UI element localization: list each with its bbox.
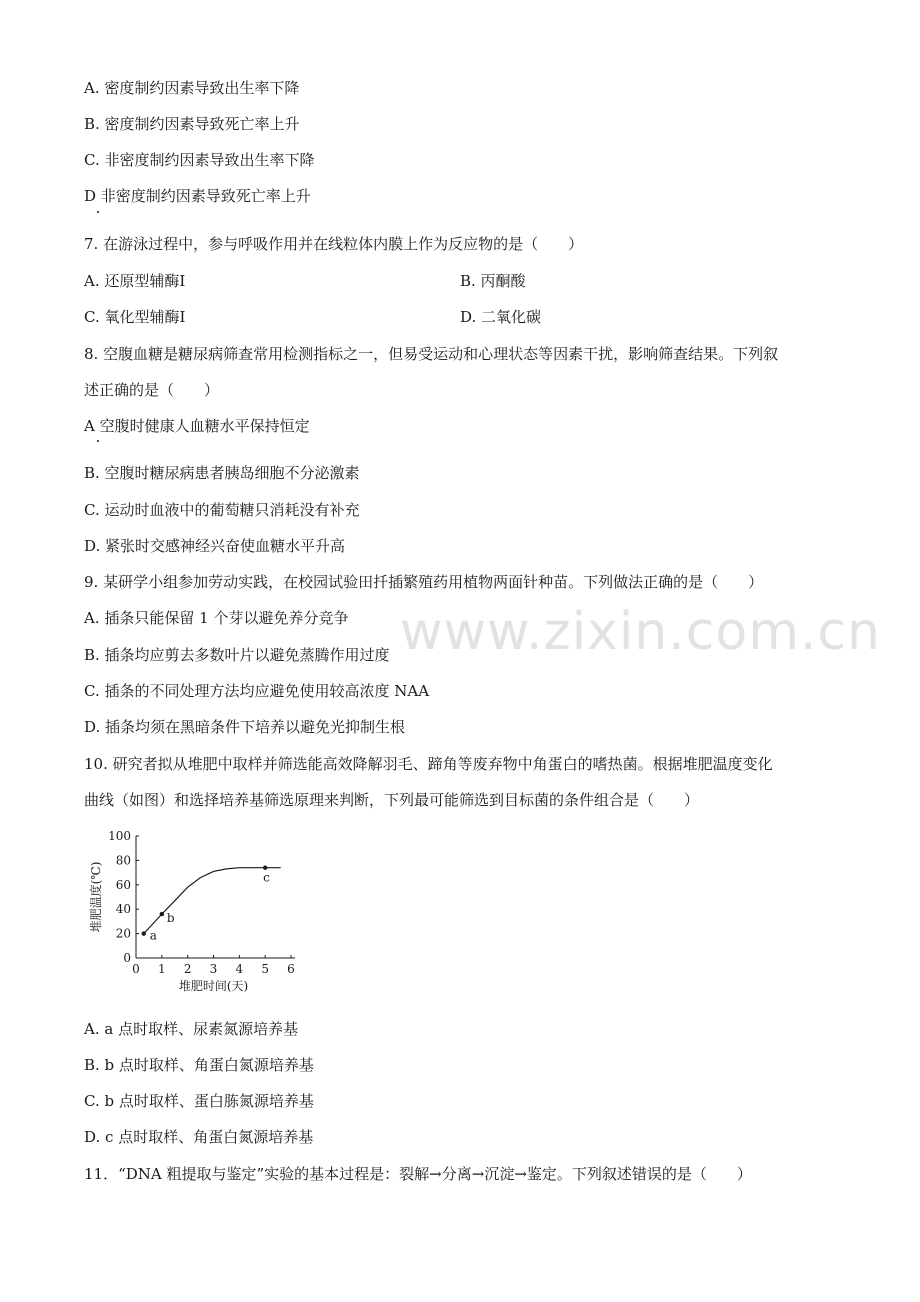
y-axis-ticks xyxy=(108,829,139,965)
x-tick-label: 6 xyxy=(287,962,295,976)
q7-option-c: C. 氧化型辅酶Ⅰ xyxy=(84,308,186,326)
point-c-label: c xyxy=(263,870,270,885)
temperature-curve xyxy=(144,868,281,934)
y-tick-label: 60 xyxy=(115,877,131,892)
q11-stem: 11．“DNA 粗提取与鉴定”实验的基本过程是：裂解→分离→沉淀→鉴定。下列叙述错误的是（ ） xyxy=(84,1165,752,1183)
point-b-label: b xyxy=(166,911,175,926)
x-tick-label: 4 xyxy=(235,962,244,976)
q10-stem-line2: 曲线（如图）和选择培养基筛选原理来判断，下列最可能筛选到目标菌的条件组合是（ ） xyxy=(84,791,700,809)
q10-option-c: C. b 点时取样、蛋白胨氮源培养基 xyxy=(84,1092,314,1110)
option-letter-dot xyxy=(97,211,99,213)
q8-option-d: D. 紧张时交感神经兴奋使血糖水平升高 xyxy=(84,537,346,555)
y-tick-label: 20 xyxy=(115,926,131,941)
q9-option-a: A. 插条只能保留 1 个芽以避免养分竞争 xyxy=(84,609,349,627)
chart-axes xyxy=(136,836,295,958)
q6-option-b: B. 密度制约因素导致死亡率上升 xyxy=(84,115,300,133)
q7-option-d: D. 二氧化碳 xyxy=(460,308,542,326)
y-tick-label: 40 xyxy=(115,902,131,917)
point-a-marker xyxy=(142,931,146,935)
y-axis-label: 堆肥温度(℃) xyxy=(89,861,103,933)
q9-option-c: C. 插条的不同处理方法均应避免使用较高浓度 NAA xyxy=(84,682,430,700)
point-b-marker xyxy=(160,912,164,916)
q10-option-d: D. c 点时取样、角蛋白氮源培养基 xyxy=(84,1128,314,1146)
x-tick-label: 5 xyxy=(261,962,269,976)
x-tick-label: 1 xyxy=(158,962,166,976)
y-tick-label: 80 xyxy=(115,853,131,868)
compost-temperature-chart xyxy=(86,826,316,996)
q8-option-c: C. 运动时血液中的葡萄糖只消耗没有补充 xyxy=(84,501,360,519)
q8-option-b: B. 空腹时糖尿病患者胰岛细胞不分泌激素 xyxy=(84,464,360,482)
x-tick-label: 3 xyxy=(209,962,218,976)
x-axis-label: 堆肥时间(天) xyxy=(178,979,249,993)
q9-option-b: B. 插条均应剪去多数叶片以避免蒸腾作用过度 xyxy=(84,646,390,664)
q7-stem: 7. 在游泳过程中，参与呼吸作用并在线粒体内膜上作为反应物的是（ ） xyxy=(84,235,584,253)
q8-stem-line1: 8. 空腹血糖是糖尿病筛查常用检测指标之一，但易受运动和心理状态等因素干扰，影响筛查结果。下列叙 xyxy=(84,345,779,363)
option-letter-dot xyxy=(97,440,99,442)
y-tick-label: 100 xyxy=(108,829,131,843)
q8-option-a: A 空腹时健康人血糖水平保持恒定 xyxy=(84,417,310,435)
q10-stem-line1: 10. 研究者拟从堆肥中取样并筛选能高效降解羽毛、蹄角等废弃物中角蛋白的嗜热菌。根据堆肥温度变化 xyxy=(84,755,773,773)
q9-option-d: D. 插条均须在黑暗条件下培养以避免光抑制生根 xyxy=(84,718,406,736)
x-tick-label: 2 xyxy=(183,962,192,976)
point-a-label: a xyxy=(149,928,157,943)
q8-stem-line2: 述正确的是（ ） xyxy=(84,381,220,399)
point-c-marker xyxy=(263,866,267,870)
q10-option-b: B. b 点时取样、角蛋白氮源培养基 xyxy=(84,1056,314,1074)
q6-option-d: D 非密度制约因素导致死亡率上升 xyxy=(84,187,311,205)
q6-option-a: A. 密度制约因素导致出生率下降 xyxy=(84,79,300,97)
q7-option-a: A. 还原型辅酶Ⅰ xyxy=(84,272,186,290)
q6-option-c: C. 非密度制约因素导致出生率下降 xyxy=(84,151,315,169)
watermark: www.zixin.com.cn xyxy=(400,602,881,662)
chart-points xyxy=(142,866,271,943)
q9-stem: 9. 某研学小组参加劳动实践，在校园试验田扦插繁殖药用植物两面针种苗。下列做法正确的是（ ） xyxy=(84,573,764,591)
q10-option-a: A. a 点时取样、尿素氮源培养基 xyxy=(84,1020,299,1038)
q7-option-b: B. 丙酮酸 xyxy=(460,272,526,290)
x-tick-label: 0 xyxy=(132,962,140,976)
y-tick-label: 0 xyxy=(123,951,131,965)
